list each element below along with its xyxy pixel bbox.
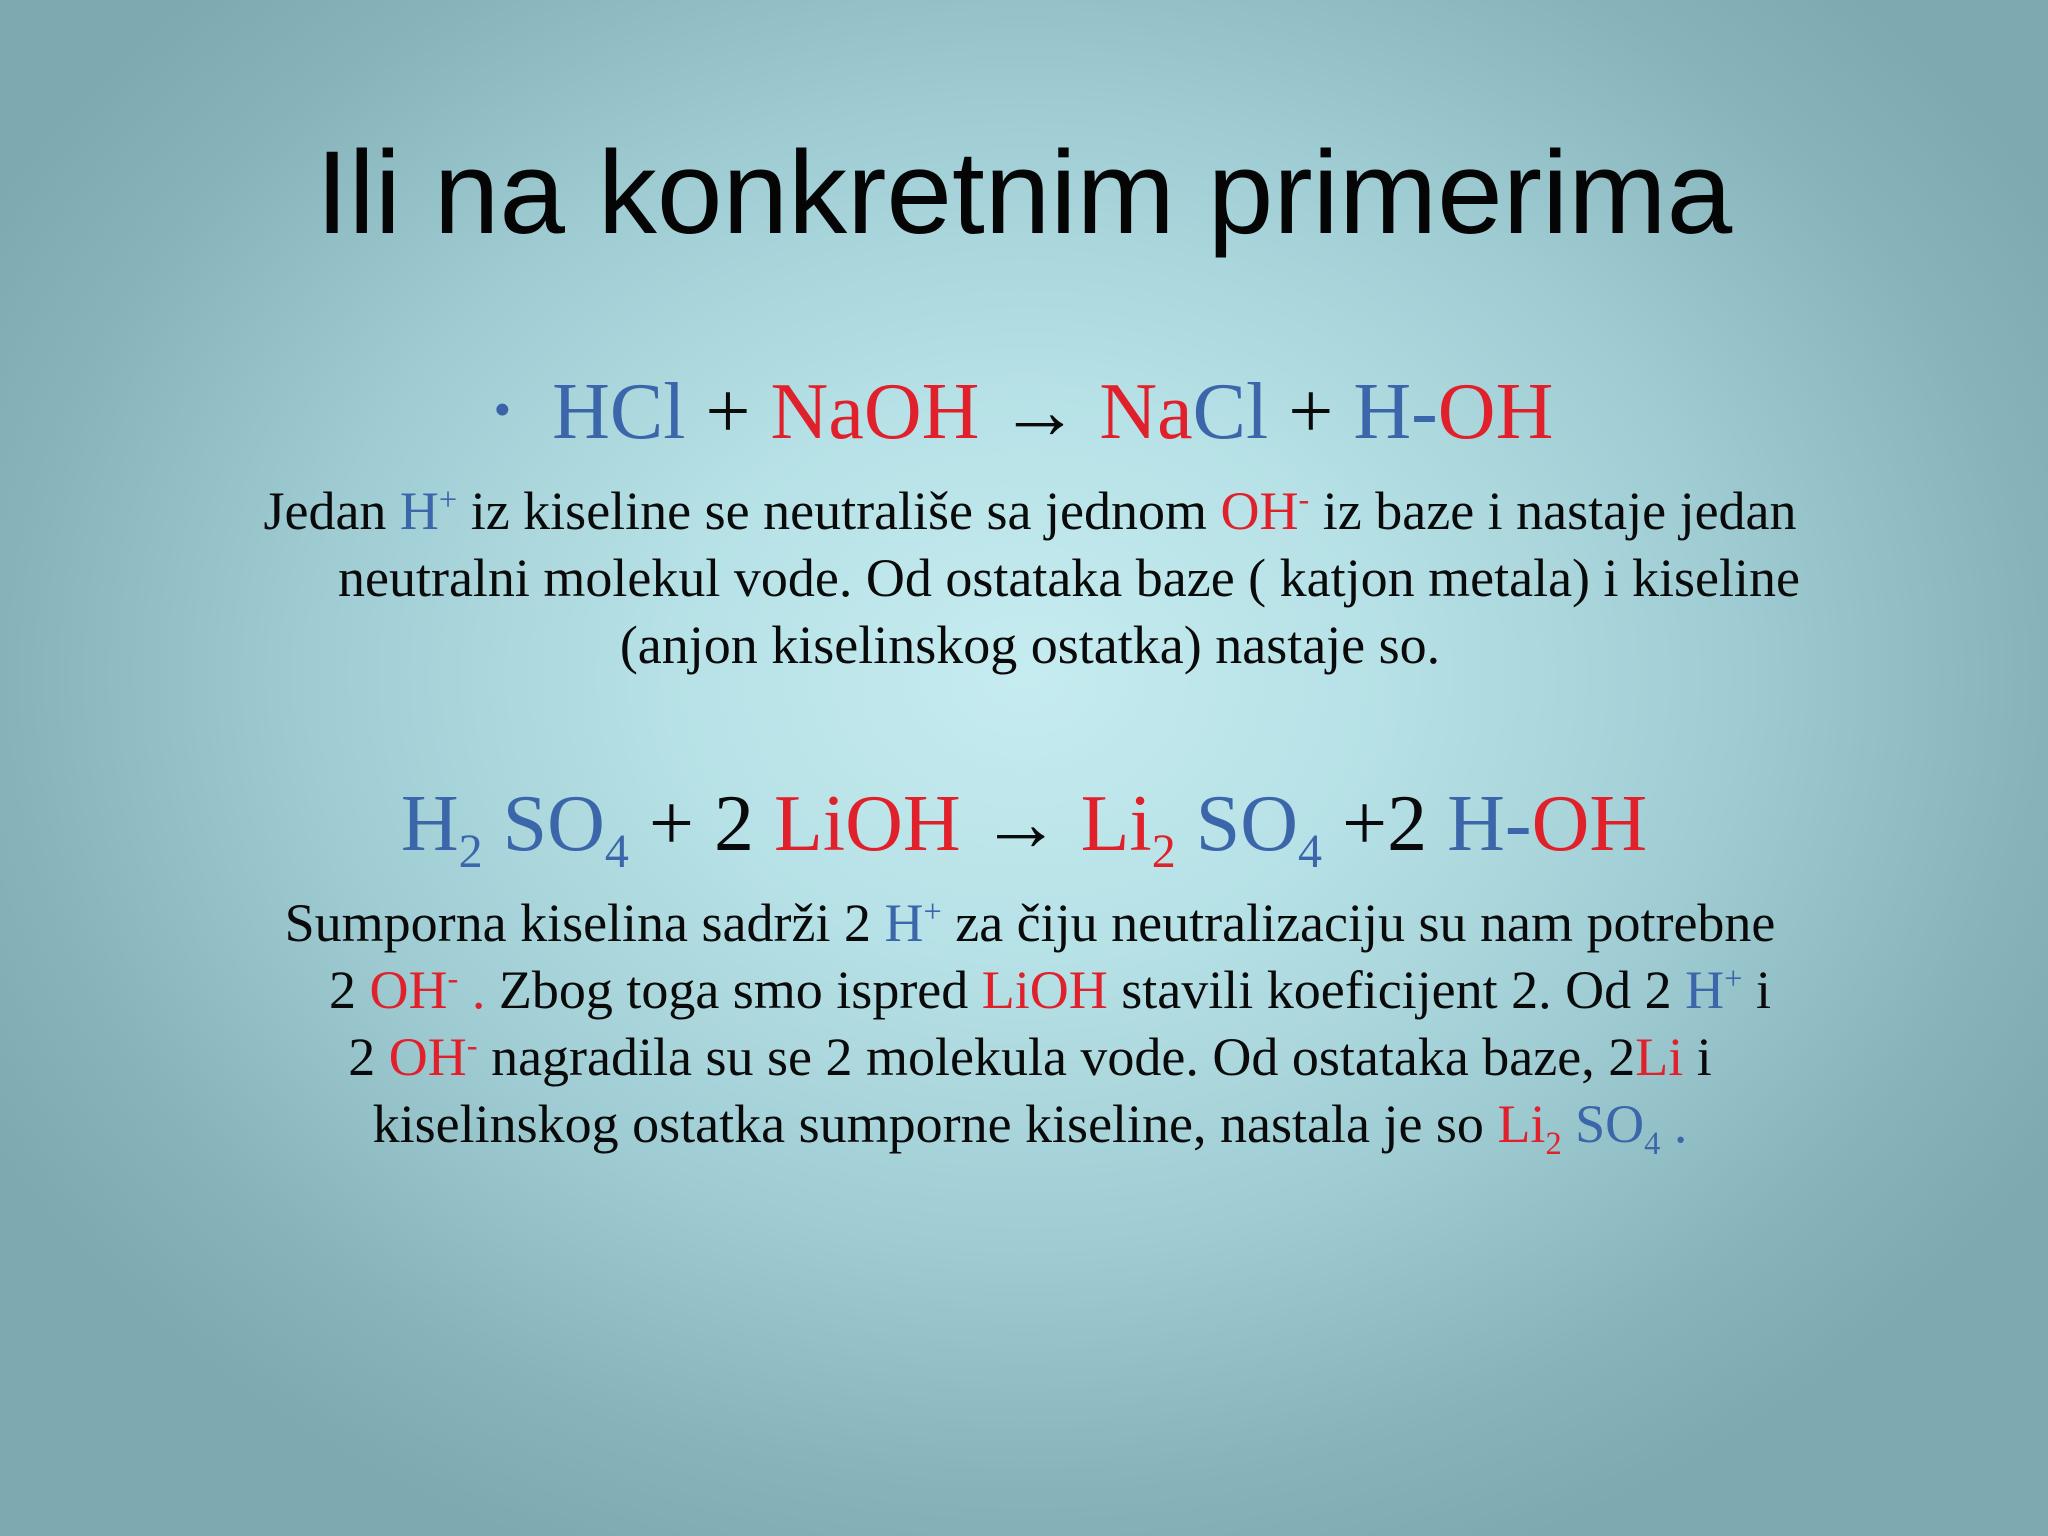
reaction-arrow: → (960, 780, 1081, 868)
paragraph-line (110, 1091, 1950, 1162)
paragraph-line: (anjon kiselinskog ostatka) nastaje so. (619, 615, 1441, 675)
formula-h: H- (1353, 368, 1438, 456)
formula-li2 (1080, 780, 1176, 878)
formula-h: H- (1447, 780, 1532, 868)
ion-h (400, 481, 457, 541)
text-segment: i (1683, 1027, 1712, 1087)
ion-symbol: OH (388, 1027, 467, 1087)
text-segment: nagradila su se 2 molekula vode. Od ostataka baze, 2 (477, 1027, 1636, 1087)
subscript: 2 (1151, 825, 1176, 878)
ion-charge: + (923, 894, 942, 930)
paragraph-line (110, 957, 1950, 1024)
paragraph-explanation-1 (110, 478, 1950, 679)
ion-charge: + (438, 482, 458, 518)
ion-symbol: H (399, 481, 439, 541)
formula-part: H (400, 780, 459, 868)
text-segment: stavili koeficijent 2. Od 2 (1107, 960, 1686, 1020)
text-segment: Jedan (263, 481, 400, 541)
plus-sign: + (685, 368, 771, 456)
paragraph-explanation-2 (110, 890, 1950, 1162)
text-segment: za čiju neutralizaciju su nam potrebne (941, 893, 1776, 953)
formula-part: Li (1497, 1094, 1546, 1154)
formula-cl: Cl (1192, 368, 1269, 456)
paragraph-line (110, 478, 1950, 545)
formula-so4 (1561, 1094, 1688, 1162)
text-segment: Sumporna kiselina sadrži 2 (284, 893, 885, 953)
plus-coefficient: + 2 (628, 780, 775, 868)
formula-hcl: HCl (552, 368, 686, 456)
formula-na: Na (1099, 368, 1193, 456)
text-segment: Zbog toga smo ispred (485, 960, 982, 1020)
formula-lioh: LiOH (981, 960, 1108, 1020)
formula-oh: OH (1531, 780, 1648, 868)
ion-charge: - (466, 1028, 478, 1064)
ion-symbol: OH (1220, 481, 1299, 541)
formula-oh: OH (1437, 368, 1554, 456)
formula-li: Li (1635, 1027, 1684, 1087)
equation-hcl-naoh (0, 362, 2048, 474)
paragraph-line (110, 890, 1950, 957)
subscript: 4 (1298, 825, 1323, 878)
subscript: 2 (458, 825, 483, 878)
formula-h2so4 (400, 780, 629, 878)
equation-h2so4-lioh (0, 774, 2048, 878)
formula-part: Li (1080, 780, 1152, 868)
formula-naoh: NaOH (770, 368, 980, 456)
formula-part: SO (1561, 1094, 1645, 1154)
text-segment: iz kiseline se neutrališe sa jednom (457, 481, 1221, 541)
ion-symbol: H (884, 893, 924, 953)
ion-oh (1220, 481, 1309, 541)
text-segment: kiselinskog ostatka sumporne kiseline, nastala je so (372, 1094, 1498, 1154)
ion-oh (389, 1027, 478, 1087)
ion-h (884, 893, 941, 953)
subscript: 4 (1644, 1125, 1661, 1162)
reaction-arrow: → (979, 368, 1100, 456)
subscript: 4 (604, 825, 629, 878)
ion-oh (370, 960, 486, 1020)
formula-lioh: LiOH (774, 780, 961, 868)
text-segment: . (458, 960, 486, 1020)
text-segment: i (1742, 960, 1771, 1020)
plus-sign: + (1268, 368, 1354, 456)
bullet-icon: • (494, 385, 511, 434)
paragraph-line (110, 1024, 1950, 1091)
paragraph-line: neutralni molekul vode. Od ostataka baze ( katjon metala) i kiseline (337, 548, 1800, 608)
text-segment: . (1660, 1094, 1688, 1154)
ion-h (1685, 960, 1742, 1020)
ion-symbol: OH (369, 960, 448, 1020)
subscript: 2 (1545, 1125, 1562, 1162)
text-segment: iz baze i nastaje jedan (1309, 481, 1797, 541)
ion-charge: - (1298, 482, 1310, 518)
ion-charge: + (1724, 961, 1743, 997)
formula-part: SO (1175, 780, 1299, 868)
ion-charge: - (447, 961, 459, 997)
formula-part: SO (482, 780, 605, 868)
slide-title: Ili na konkretnim primerima (315, 127, 1733, 259)
formula-li2 (1497, 1094, 1562, 1162)
plus-coefficient: +2 (1322, 780, 1448, 868)
ion-symbol: H (1685, 960, 1725, 1020)
formula-so4 (1175, 780, 1323, 878)
text-segment: 2 (348, 1027, 389, 1087)
text-segment: 2 (329, 960, 370, 1020)
